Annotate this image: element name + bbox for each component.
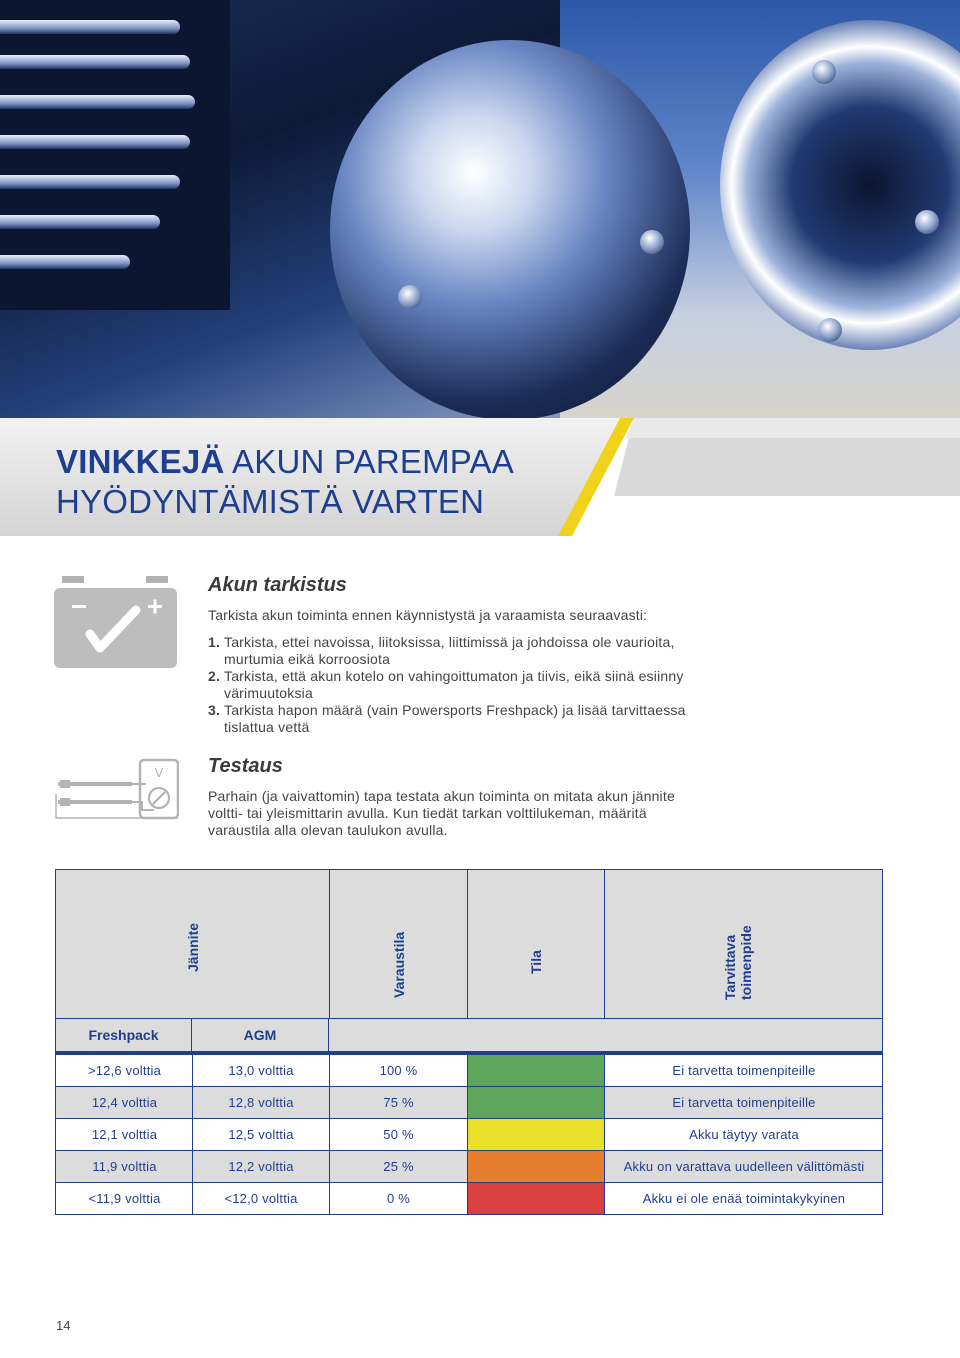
cell-charge: 0 % — [329, 1183, 467, 1214]
check-heading: Akun tarkistus — [208, 574, 347, 596]
cell-agm: 12,5 volttia — [192, 1119, 329, 1150]
header-cell-state — [468, 870, 605, 1018]
page-number: 14 — [56, 1318, 71, 1333]
subheader-agm: AGM — [192, 1019, 329, 1051]
table-subheader-row — [55, 1019, 883, 1051]
cell-action: Akku on varattava uudelleen välittömästi — [604, 1151, 883, 1182]
table-row — [55, 1119, 883, 1151]
title-line1-rest: AKUN PAREMPAA — [224, 443, 514, 480]
battery-status-table — [55, 869, 883, 1215]
check-steps — [208, 634, 728, 736]
header-cell-voltage — [56, 870, 330, 1018]
cell-agm: 12,8 volttia — [192, 1087, 329, 1118]
table-row — [55, 1087, 883, 1119]
state-color-swatch — [467, 1087, 604, 1118]
step-number: 2. — [208, 668, 221, 684]
step-text: Tarkista hapon määrä (vain Powersports Freshpack) ja lisää tarvittaessa tislattua vettä — [224, 702, 686, 735]
state-color-swatch — [467, 1183, 604, 1214]
title-line2: HYÖDYNTÄMISTÄ VARTEN — [56, 483, 485, 520]
hero-chrome-cover — [330, 40, 690, 420]
header-cell-charge — [330, 870, 468, 1018]
header-action — [722, 925, 754, 1000]
table-row — [55, 1183, 883, 1215]
header-charge: Varaustila — [391, 931, 407, 998]
check-step — [208, 668, 728, 702]
header-cell-action — [605, 870, 883, 1018]
subheader-blank — [329, 1019, 883, 1051]
header-action-line1: Tarvittava — [722, 934, 738, 1000]
state-color-swatch — [467, 1119, 604, 1150]
cell-action: Akku täytyy varata — [604, 1119, 883, 1150]
step-text: Tarkista, ettei navoissa, liitoksissa, liittimissä ja johdoissa ole vaurioita, murtumia eikä korroosiota — [224, 634, 675, 667]
cell-charge: 75 % — [329, 1087, 467, 1118]
cell-agm: <12,0 volttia — [192, 1183, 329, 1214]
title-bold: VINKKEJÄ — [56, 443, 225, 480]
hero-photo-motorcycle-engine — [0, 0, 960, 420]
cell-charge: 50 % — [329, 1119, 467, 1150]
testing-body: Parhain (ja vaivattomin) tapa testata akun toiminta on mitata akun jännite voltti- tai yleismittarin avulla. Kun tiedät tarkan volttilukeman, määritä varaustila alla olevan taulukon avulla. — [208, 788, 675, 838]
cell-charge: 25 % — [329, 1151, 467, 1182]
subheader-freshpack: Freshpack — [55, 1019, 192, 1051]
table-row — [55, 1151, 883, 1183]
table-row — [55, 1055, 883, 1087]
table-body — [55, 1055, 883, 1215]
cell-action: Ei tarvetta toimenpiteille — [604, 1055, 883, 1086]
cell-freshpack: 12,1 volttia — [91, 1127, 158, 1142]
page-title — [56, 442, 514, 522]
step-number: 1. — [208, 634, 221, 650]
battery-check-icon — [54, 576, 179, 668]
cell-charge: 100 % — [329, 1055, 467, 1086]
cell-freshpack: >12,6 volttia — [87, 1063, 162, 1078]
header-state: Tila — [528, 950, 544, 974]
cell-agm: 13,0 volttia — [192, 1055, 329, 1086]
multimeter-icon — [54, 758, 179, 820]
state-color-swatch — [467, 1151, 604, 1182]
hero-cooling-fins — [0, 0, 230, 310]
check-intro: Tarkista akun toiminta ennen käynnistystä ja varaamista seuraavasti: — [208, 607, 648, 623]
cell-freshpack: <11,9 volttia — [88, 1191, 161, 1206]
header-voltage: Jännite — [185, 922, 201, 972]
cell-agm: 12,2 volttia — [192, 1151, 329, 1182]
testing-heading: Testaus — [208, 755, 283, 777]
state-color-swatch — [467, 1055, 604, 1086]
cell-freshpack: 12,4 volttia — [91, 1095, 158, 1110]
cell-action: Ei tarvetta toimenpiteille — [604, 1087, 883, 1118]
header-action-line2: toimenpide — [738, 925, 754, 1000]
meter-label: V — [154, 765, 164, 780]
cell-action: Akku ei ole enää toimintakykyinen — [604, 1183, 883, 1214]
cell-freshpack: 11,9 volttia — [92, 1159, 157, 1174]
step-text: Tarkista, että akun kotelo on vahingoittumaton ja tiivis, eikä siinä esiinny värimuutoksia — [224, 668, 684, 701]
step-number: 3. — [208, 702, 221, 718]
table-header-row — [55, 869, 883, 1019]
check-step — [208, 702, 728, 736]
check-step — [208, 634, 728, 668]
